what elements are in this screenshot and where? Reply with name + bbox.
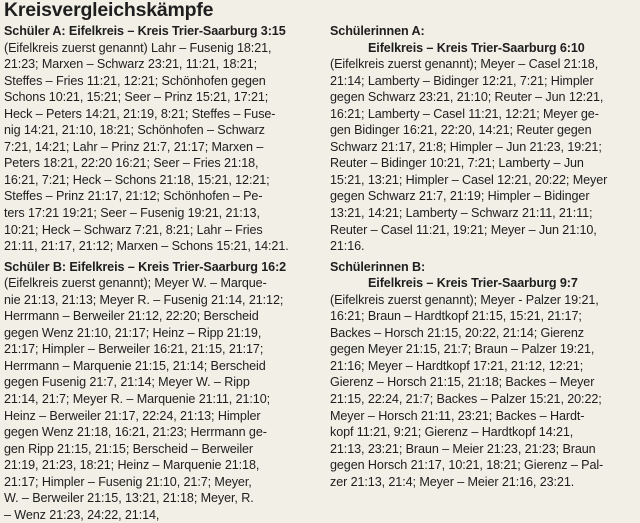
text-line: Meyer – Horsch 21:11, 23:21; Backes – Hardt- — [330, 408, 585, 423]
text-line: nig 14:21, 21:10, 18:21; Schönhofen – Schwarz — [4, 123, 265, 138]
section-heading-schuelerinnen-a: Schülerinnen A: — [330, 24, 425, 38]
text-line: gegen Horsch 21:17, 10:21, 18:21; Gierenz – Pal- — [330, 458, 604, 473]
section-heading-schueler-a: Schüler A: Eifelkreis – Kreis Trier-Saarburg 3:15 — [4, 24, 286, 38]
right-column — [330, 23, 636, 490]
text-line: 21:14, 21:7; Meyer R. – Marquenie 21:11, 21:10; — [4, 392, 271, 407]
section-heading-schuelerinnen-b: Schülerinnen B: — [330, 259, 426, 274]
text-line: Herrmann – Berweiler 21:12, 22:20; Berscheid — [4, 309, 259, 324]
section-subheading-schuelerinnen-a: Eifelkreis – Kreis Trier-Saarburg 6:10 — [368, 40, 585, 55]
left-column — [4, 23, 316, 523]
text-line: 21:16. — [330, 239, 365, 254]
text-line: Steffes – Prinz 21:17, 21:12; Schönhofen – Pe- — [4, 189, 263, 204]
text-line: gegen Schwarz 23:21, 21:10; Reuter – Jun 12:21, — [330, 90, 604, 105]
text-line: 21:19, 21:23, 18:21; Heinz – Marquenie 21:18, — [4, 458, 260, 473]
text-line: 21:11, 21:17, 21:12; Marxen – Schons 15:21, 14:21. — [4, 239, 289, 254]
text-line: Schwarz 21:17, 21:8; Himpler – Jun 21:23, 19:21; — [330, 139, 602, 154]
section-heading-schueler-b: Schüler B: Eifelkreis – Kreis Trier-Saarburg 16:2 — [4, 259, 287, 274]
text-line: 21:15, 22:24, 21:7; Backes – Palzer 15:21, 20:22; — [330, 392, 602, 407]
text-line: Heck – Peters 14:21, 21:19, 8:21; Steffes – Fuse- — [4, 106, 276, 121]
text-line: 13:21, 14:21; Lamberty – Schwarz 21:11, 21:11; — [330, 206, 593, 221]
text-line: gen Ripp 21:15, 21:15; Berscheid – Berweiler — [4, 441, 254, 456]
text-line: 21:23; Marxen – Schwarz 23:21, 11:21, 18:21; — [4, 57, 258, 72]
text-line: 21:13, 23:21; Braun – Meier 21:23, 21:23; Braun — [330, 441, 596, 456]
text-line: 7:21, 14:21; Lahr – Prinz 21:7, 21:17; Marxen – — [4, 139, 264, 154]
text-line: 16:21; Lamberty – Casel 11:21, 12:21; Meyer ge- — [330, 106, 599, 121]
text-line: Heinz – Berweiler 21:17, 22:24, 21:13; Himpler — [4, 408, 261, 423]
text-line: 16:21; Braun – Hardtkopf 21:15, 15:21, 21:17; — [330, 309, 582, 324]
text-line: 10:21; Heck – Schwarz 7:21, 8:21; Lahr – Fries — [4, 222, 263, 237]
text-line: 21:17; Himpler – Fusenig 21:10, 21:7; Meyer, — [4, 474, 252, 489]
text-line: 21:17; Himpler – Berweiler 16:21, 21:15, 21:17; — [4, 342, 264, 357]
text-line: gegen Wenz 21:10, 21:17; Heinz – Ripp 21:19, — [4, 325, 262, 340]
text-line: gegen Wenz 21:18, 16:21, 21:23; Herrmann ge- — [4, 425, 267, 440]
text-line: kopf 11:21, 9:21; Gierenz – Hardtkopf 14:21, — [330, 425, 574, 440]
text-line: (Eifelkreis zuerst genannt); Meyer – Casel 21:18, — [330, 57, 599, 72]
text-line: gegen Schwarz 21:7, 21:19; Himpler – Bidinger — [330, 189, 590, 204]
text-line: Backes – Horsch 21:15, 20:22, 21:14; Gierenz — [330, 325, 584, 340]
text-line: (Eifelkreis zuerst genannt); Meyer - Palzer 19:21, — [330, 292, 599, 307]
section-body-schuelerinnen-a — [330, 56, 636, 255]
section-body-schuelerinnen-b — [330, 292, 636, 491]
section-body-schueler-a — [4, 40, 316, 255]
text-line: Herrmann – Marquenie 21:15, 21:14; Berscheid — [4, 358, 266, 373]
text-line: nie 21:13, 21:13; Meyer R. – Fusenig 21:14, 21:12; — [4, 292, 284, 307]
text-line: – Wenz 21:23, 24:22, 21:14, — [4, 507, 160, 522]
text-line: gegen Fusenig 21:7, 21:14; Meyer W. – Ripp — [4, 375, 250, 390]
text-line: gegen Meyer 21:15, 21:7; Braun – Palzer 19:21, — [330, 342, 595, 357]
text-line: Schons 10:21, 15:21; Seer – Prinz 15:21, 17:21; — [4, 90, 269, 105]
text-line: Reuter – Bidinger 10:21, 7:21; Lamberty – Jun — [330, 156, 584, 171]
section-body-schueler-b — [4, 275, 316, 523]
text-line: 16:21, 7:21; Heck – Schons 21:18, 15:21, 12:21; — [4, 172, 270, 187]
text-line: 21:16; Meyer – Hardtkopf 17:21, 21:12, 12:21; — [330, 358, 584, 373]
text-line: zer 21:13, 21:4; Meyer – Meier 21:16, 23:21. — [330, 474, 575, 489]
section-subheading-schuelerinnen-b: Eifelkreis – Kreis Trier-Saarburg 9:7 — [368, 276, 578, 291]
text-line: ters 17:21 19:21; Seer – Fusenig 19:21, 21:13, — [4, 206, 260, 221]
text-line: Steffes – Fries 11:21, 12:21; Schönhofen gegen — [4, 73, 266, 88]
text-line: 21:14; Lamberty – Bidinger 12:21, 7:21; Himpler — [330, 73, 594, 88]
text-line: (Eifelkreis zuerst genannt); Meyer W. – Marque- — [4, 276, 267, 291]
text-line: Peters 18:21, 22:20 16:21; Seer – Fries 21:18, — [4, 156, 259, 171]
text-line: Reuter – Casel 11:21, 19:21; Meyer – Jun 21:10, — [330, 222, 597, 237]
text-line: 15:21, 13:21; Himpler – Casel 12:21, 20:22; Meyer — [330, 172, 608, 187]
article-title: Kreisvergleichskämpfe — [4, 0, 214, 21]
text-line: Gierenz – Horsch 21:15, 21:18; Backes – Meyer — [330, 375, 595, 390]
text-line: W. – Berweiler 21:15, 13:21, 21:18; Meyer, R. — [4, 491, 254, 506]
text-line: (Eifelkreis zuerst genannt) Lahr – Fusenig 18:21, — [4, 40, 272, 55]
text-line: gen Bidinger 16:21, 22:20, 14:21; Reuter gegen — [330, 123, 592, 138]
